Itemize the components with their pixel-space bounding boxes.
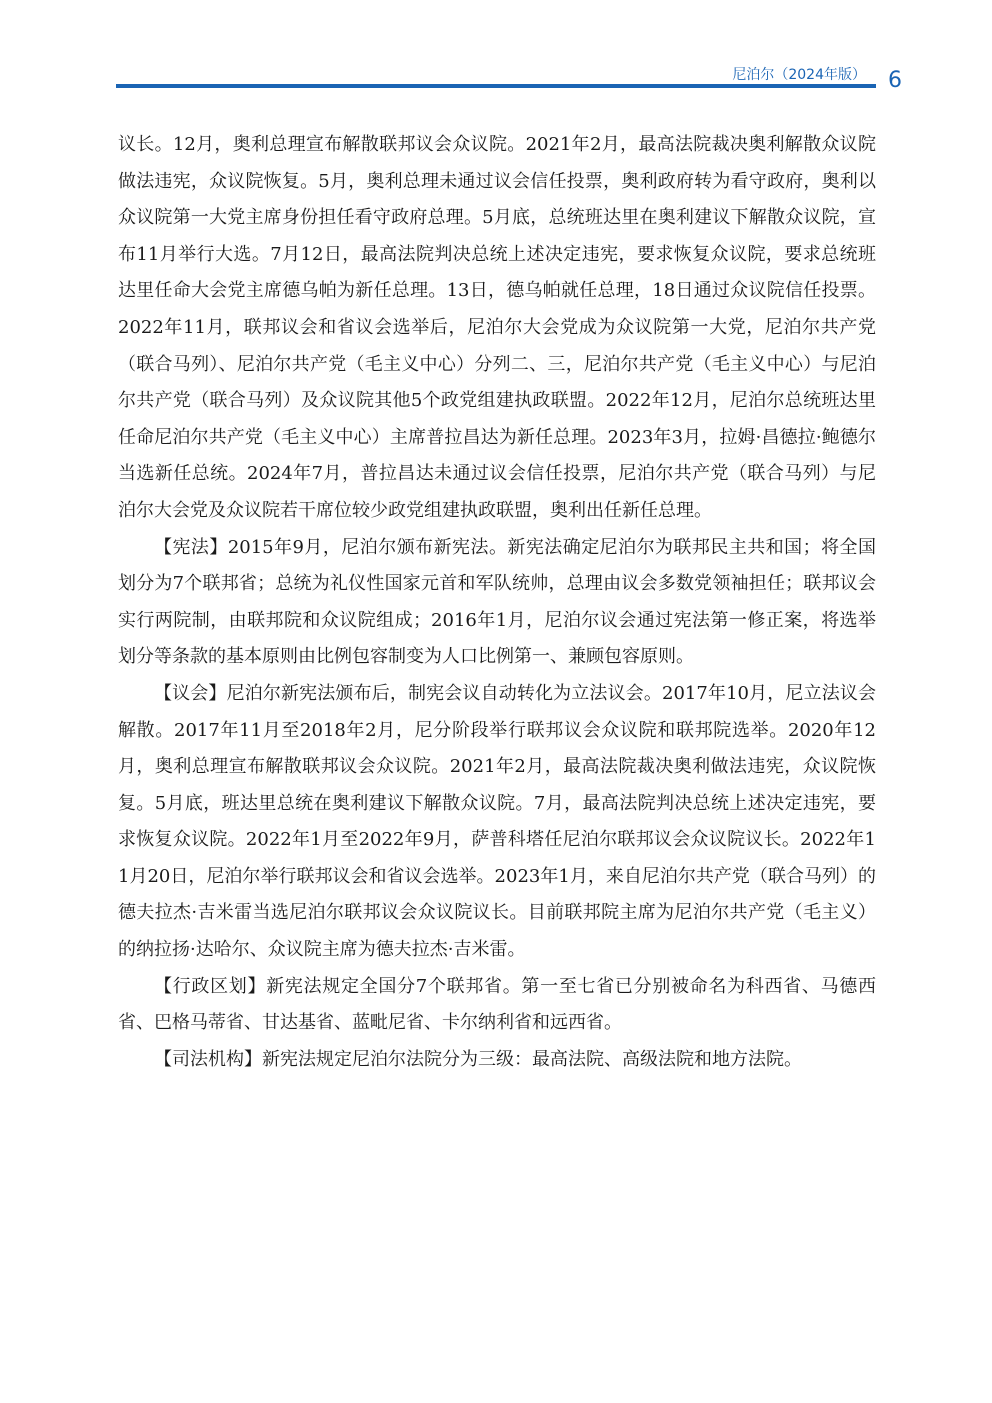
section-label-administrative-divisions: 【行政区划】 <box>154 975 267 997</box>
header-divider <box>116 84 876 88</box>
paragraph-constitution <box>118 530 876 676</box>
section-label-judiciary: 【司法机构】 <box>154 1048 262 1070</box>
section-label-constitution: 【宪法】 <box>154 536 228 558</box>
paragraph-judiciary <box>118 1042 876 1079</box>
section-label-parliament: 【议会】 <box>154 682 227 704</box>
header-title: 尼泊尔（2024年版） <box>732 67 866 83</box>
paragraph-text: 新宪法规定尼泊尔法院分为三级：最高法院、高级法院和地方法院。 <box>262 1048 802 1070</box>
page-number: 6 <box>888 68 902 93</box>
paragraph-text: 尼泊尔新宪法颁布后，制宪会议自动转化为立法议会。2017年10月，尼立法议会解散。2017年11月至2018年2月，尼分阶段举行联邦议会众议院和联邦院选举。2020年12月，奥利总理宣布解散联邦议会众议院。2021年2月，最高法院裁决奥利做法违宪，众议院恢复。5月底，班达里总统在奥利建议下解散众议院。7月，最高法院判决总统上述决定违宪，要求恢复众议院。2022年1月至2022年9月，萨普科塔任尼泊尔联邦议会众议院议长。2022年11月20日，尼泊尔举行联邦议会和省议会选举。2023年1月，来自尼泊尔共产党（联合马列）的德夫拉杰·吉米雷当选尼泊尔联邦议会众议院议长。目前联邦院主席为尼泊尔共产党（毛主义）的纳拉扬·达哈尔、众议院主席为德夫拉杰·吉米雷。 <box>118 682 876 961</box>
paragraph-government-history <box>118 127 876 530</box>
paragraph-text: 新宪法规定全国分7个联邦省。第一至七省已分别被命名为科西省、马德西省、巴格马蒂省、甘达基省、蓝毗尼省、卡尔纳利省和远西省。 <box>118 975 877 1034</box>
paragraph-parliament <box>118 676 876 969</box>
paragraph-text: 2015年9月，尼泊尔颁布新宪法。新宪法确定尼泊尔为联邦民主共和国；将全国划分为7个联邦省；总统为礼仪性国家元首和军队统帅，总理由议会多数党领袖担任；联邦议会实行两院制，由联邦院和众议院组成；2016年1月，尼泊尔议会通过宪法第一修正案，将选举划分等条款的基本原则由比例包容制变为人口比例第一、兼顾包容原则。 <box>118 536 876 668</box>
paragraph-text: 议长。12月，奥利总理宣布解散联邦议会众议院。2021年2月，最高法院裁决奥利解散众议院做法违宪，众议院恢复。5月，奥利总理未通过议会信任投票，奥利政府转为看守政府，奥利以众议院第一大党主席身份担任看守政府总理。5月底，总统班达里在奥利建议下解散众议院，宣布11月举行大选。7月12日，最高法院判决总统上述决定违宪，要求恢复众议院，要求总统班达里任命大会党主席德乌帕为新任总理。13日，德乌帕就任总理，18日通过众议院信任投票。2022年11月，联邦议会和省议会选举后，尼泊尔大会党成为众议院第一大党，尼泊尔共产党（联合马列）、尼泊尔共产党（毛主义中心）分列二、三，尼泊尔共产党（毛主义中心）与尼泊尔共产党（联合马列）及众议院其他5个政党组建执政联盟。2022年12月，尼泊尔总统班达里任命尼泊尔共产党（毛主义中心）主席普拉昌达为新任总理。2023年3月，拉姆·昌德拉·鲍德尔当选新任总统。2024年7月，普拉昌达未通过议会信任投票，尼泊尔共产党（联合马列）与尼泊尔大会党及众议院若干席位较少政党组建执政联盟，奥利出任新任总理。 <box>118 134 876 521</box>
document-body <box>118 127 876 1078</box>
page-header <box>0 0 992 100</box>
paragraph-administrative-divisions <box>118 969 876 1042</box>
